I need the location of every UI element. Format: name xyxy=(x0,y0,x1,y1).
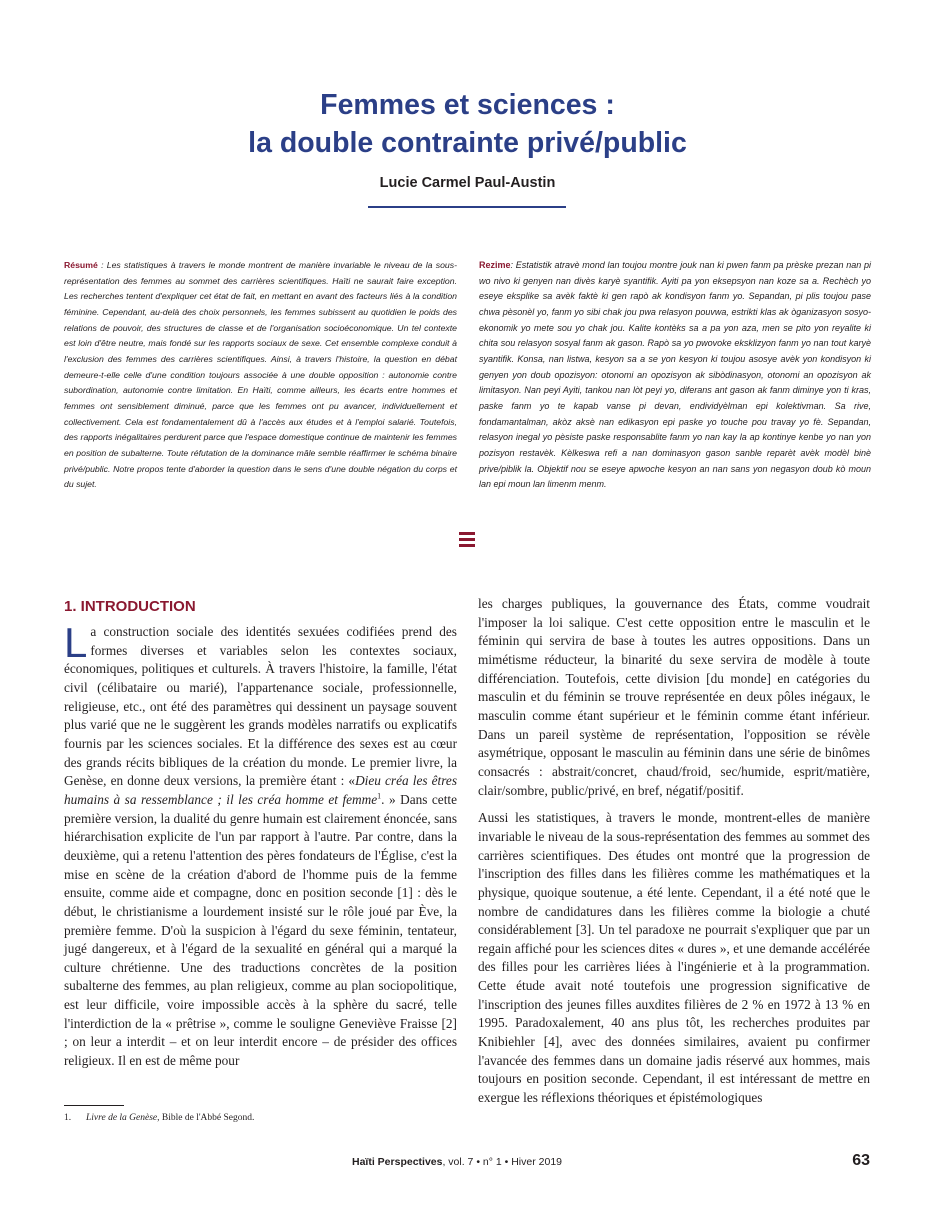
footnote-source: Livre de la Genèse xyxy=(86,1113,158,1123)
intro-paragraph-1 xyxy=(64,619,458,1071)
section-heading: 1. INTRODUCTION xyxy=(64,598,196,615)
genesis-quote: Dieu créa les êtres humains à sa ressemblance ; il les créa homme et femme xyxy=(64,773,458,807)
abstract-creole-text: : Estatistik atravè mond lan toujou montre jouk nan ki pwen fanm pa prèske prezan nan pi wo nivo ki genyen nan divès karyè syantifik. Ayiti pa yon eksepsyon nan koze sa a. Rechèch yo eseye eksplike sa avèk faktè ki gen rapò ak kondisyon fanm yo. Sepandan, pi plis toujou pase chwa pèsonèl yo, fanm yo sibi chak jou pwa relasyon pouvwa, estrikti klas ak òganizasyon sosyo-ekonomik yo mete sou yo chak jou. Kalite kontèks sa a pa yon aza, men se pito yon reyalite ki chita sou relasyon sosyal fanm ak gason. Rapò sa yo pwovoke eksklizyon fanm yo nan tout karyè syantifik. Konsa, nan listwa, kesyon sa a se yon kesyon ki toujou asosye avèk yon kondisyon ki genyen yon doub opozisyon: otonomi an opozisyon ak sibòdinasyon, otonomi an opozisyon ak limitasyon. Nan peyi Ayiti, tankou nan lòt peyi yo, diferans ant gason ak fanm diminye yon ti kras, paske fanm yo te kapab vanse pi devan, endividyèlman epi kolektivman. Sa rive, fondamantalman, akòz aksè nan edikasyon epi paske yo touche pou travay yo fè. Sepandan, relasyon inegal yo pèsiste paske responsablite fanm yo nan kay la ap kontinye kenbe yo nan yon pozisyon restavèk. Kèlkeswa refi a nan dominasyon gason sanble reparèt avèk modèl binè prive/piblik la. Objektif nou se eseye apwoche kesyon an nan sans yon negasyon doub kò moun lan epi moun lan limenm menm. xyxy=(479,260,871,490)
footnote-reference: 1 xyxy=(377,791,382,801)
drop-cap: L xyxy=(64,619,88,666)
section-ornament-icon xyxy=(459,532,475,547)
article-title xyxy=(0,86,935,162)
intro-text-start: a construction sociale des identités sexuées codifiées prend des formes diverses et variables selon les contextes sociaux, économiques, politiques et culturels. À travers l'histoire, la famille, l'état civil (célibataire ou marié), l'appartenance sociale, professionnelle, religieuse, etc., ont été des paramètres qui dessinent un paysage souvent plus varié que ne le suggèrent les grands modèles narratifs ou explicatifs fournis par les sciences sociales. Et la différence des sexes est au cœur des grands récits bibliques de la création du monde. Le premier livre, la Genèse, en donne deux versions, la première étant : « xyxy=(64,624,457,789)
abstract-french-text: : Les statistiques à travers le monde montrent de manière invariable le niveau de la sous-représentation des femmes au sommet des carrières scientifiques. Haïti ne saurait faire exception. Les recherches tentent d'expliquer cet état de fait, en mettant en avant des facteurs liés à la condition féminine. Cependant, au-delà des choix personnels, les femmes subissent au quotidien le poids des relations de pouvoir, des structures de classe et de l'organisation socioéconomique. Un tel contexte est loin d'être neutre, mais fondé sur les rapports sociaux de sexe. Cet ensemble complexe conduit à l'exclusion des femmes des carrières scientifiques. Ainsi, à travers l'histoire, la question en débat demeure-t-elle celle d'une condition toujours associée à une double opposition : autonomie contre subordination, autonomie contre limitation. En Haïti, comme ailleurs, les écarts entre hommes et femmes ont sensiblement diminué, parce que les femmes ont pu avancer, individuellement et collectivement. Cela est fondamentalement dû à l'accès aux études et à l'emploi salarié. Toutefois, des rapports inégalitaires perdurent parce que l'espace domestique continue de maintenir les femmes en position de subalterne. Toute réfutation de la dominance mâle semble réaffirmer le schéma binaire privé/public. Notre propos tente d'aborder la question dans le sens d'une double négation du corps et du sujet. xyxy=(64,260,457,490)
abstract-french xyxy=(64,258,457,493)
journal-issue: , vol. 7 • n° 1 • Hiver 2019 xyxy=(442,1156,562,1168)
footnote-text: , Bible de l'Abbé Segond. xyxy=(157,1113,255,1123)
footnote-number: 1. xyxy=(64,1113,72,1123)
article-title-line-2: la double contrainte privé/public xyxy=(248,127,687,159)
author-name: Lucie Carmel Paul-Austin xyxy=(379,175,556,191)
body-column-right xyxy=(478,595,870,1108)
journal-footer xyxy=(352,1156,562,1168)
author-divider xyxy=(368,206,566,208)
article-title-line-1: Femmes et sciences : xyxy=(320,89,615,121)
footnote xyxy=(64,1113,254,1123)
right-paragraph-2: Aussi les statistiques, à travers le monde, montrent-elles de manière invariable le niveau de la sous-représentation des femmes au sommet des carrières scientifiques. Des études ont montré que la progression de l'inscription des filles dans les filières comme les mathématiques et la physique, quoique soutenue, a été lente. Cependant, il a été noté que le nombre de candidatures dans les filières comme la biologie a chuté considérablement [3]. Un tel paradoxe ne pourrait s'expliquer que par un regain affiché pour les sciences dites « dures », et une demande accélérée des filles pour les carrières liées à l'ingénierie et à la programmation. Cette étude avait noté toutefois une progression significative de l'inscription des jeunes filles auxdites filières de 2 % en 1972 à 13 % en 1995. Paradoxalement, 40 ans plus tôt, les recherches produites par Knibiehler [4], avec des données similaires, avaient pu confirmer l'avancée des femmes dans un domaine jadis réservé aux hommes, mais toujours en position seconde. Cependant, il est intéressant de mettre en exergue les réflexions théoriques et épistémologiques xyxy=(478,810,870,1106)
abstract-creole-label: Rezime xyxy=(479,260,511,270)
body-column-left xyxy=(64,619,458,1071)
abstract-creole xyxy=(479,258,871,493)
page-number: 63 xyxy=(852,1152,870,1169)
intro-text-continued: . » Dans cette première version, la dualité du genre humain est clairement énoncée, sans hiérarchisation explicite de l'un par rapport à l'autre. Par contre, dans la deuxième, qui a retenu l'attention des pères fondateurs de l'Église, c'est la mise en scène de la création d'abord de l'homme puis de la femme ensuite, comme aide et compagne, donc en position seconde [1] : dès le début, le christianisme a lourdement insisté sur le rôle joué par Ève, la première femme. D'où la suspicion à l'égard du sexe féminin, tentateur, jugé dangereux, et à l'égard de la sexualité en général qui a marqué la culture chrétienne. Une des traductions concrètes de la position subalterne des femmes, au plan religieux, comme au plan sociopolitique, est leur difficile, voire impossible accès à la sphère du sacré, telle l'interdiction de la « prêtrise », comme le souligne Geneviève Fraisse [2] ; on leur a interdit – et on leur interdit encore – de présider des offices religieux. Il en est de même pour xyxy=(64,791,457,1069)
journal-name: Haïti Perspectives xyxy=(352,1156,443,1168)
footnote-divider xyxy=(64,1105,124,1106)
abstract-french-label: Résumé xyxy=(64,260,98,270)
right-paragraph-1: les charges publiques, la gouvernance des États, comme voudrait l'imposer la loi salique. C'est cette opposition entre le masculin et le féminin qui servira de base à toutes les autres oppositions. Dans un mimétisme réducteur, la binarité du sexe servira de modèle à toute différenciation. Toutefois, cette division [du monde] en catégories du masculin et du féminin se trouve représentée en deux pôles inégaux, le masculin comme étant supérieur et le féminin comme étant inférieur. Dans un pareil système de représentation, l'opposition se révèle asymétrique, opposant le masculin au féminin dans une série de binômes consacrés : abstrait/concret, chaud/froid, sec/humide, esprit/matière, clair/sombre, public/privé, en bref, négatif/positif. xyxy=(478,596,870,798)
